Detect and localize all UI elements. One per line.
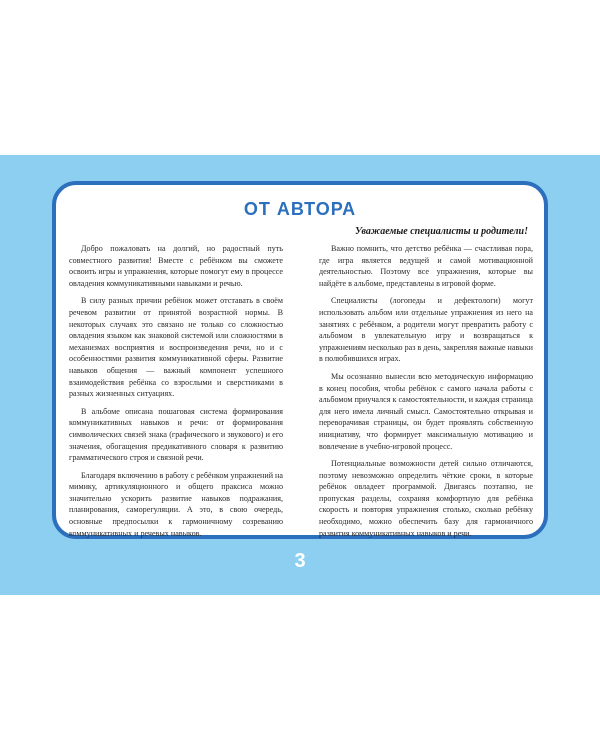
page-title: ОТ АВТОРА: [243, 199, 357, 219]
page-number: 3: [294, 550, 306, 572]
paragraph: Мы осознанно вынесли всю методическую информацию в конец пособия, чтобы ребёнок с самого начала работы с альбомом приучался к самостоятельности, и каждая страница для него имела личный смысл. Самостоятельно открывая и переворачивая страницы, он будет проявлять собственную инициативу, что формирует максимальную мотивацию и вовлечение в учебно-игровой процесс.: [319, 371, 533, 451]
author-note-card: [52, 181, 548, 539]
paragraph: Специалисты (логопеды и дефектологи) могут использовать альбом или отдельные упражнения из него на занятиях с ребёнком, а родители могут превратить работу с альбомом в увлекательную игру и возвращаться к упражнениям несколько раз в день, закрепляя важные навыки в полюбившихся играх.: [319, 296, 533, 364]
paragraph: Важно помнить, что детство ребёнка — счастливая пора, где игра является ведущей и самой мотивационной деятельностью. Поэтому все упражнения, которые вы найдёте в альбоме, представлены в игровой форме.: [319, 244, 533, 288]
left-text-column: [69, 243, 283, 545]
paragraph: В альбоме описана пошаговая система формирования коммуникативных навыков и речи: от формирования символических связей знака (графического и звукового) и его значения, обогащения предикативного словаря к развитию грамматического строя и связной речи.: [69, 406, 283, 463]
page-subtitle: Уважаемые специалисты и родители!: [355, 226, 528, 237]
right-text-column: [319, 243, 533, 545]
paragraph: Благодаря включению в работу с ребёнком упражнений на мимику, артикуляционного и общего праксиса можно значительно ускорить развитие навыков подражания, планирования, саморегуляции. А это, в свою очередь, основные предпосылки к гармоничному созреванию коммуникативных и речевых навыков.: [69, 470, 283, 538]
paragraph: Добро пожаловать на долгий, но радостный путь совместного развития! Вместе с ребёнком вы сможете освоить игры и упражнения, которые помогут ему в процессе овладения коммуникативными навыками и речью.: [69, 244, 283, 288]
paragraph: Потенциальные возможности детей сильно отличаются, поэтому невозможно определить чёткие сроки, в которые ребёнок овладеет программой. Двигаясь поэтапно, не пропуская разделы, сохраняя комфортную для ребёнка скорость и повторяя упражнения столько, сколько ребёнку необходимо, можно обеспечить базу для гармоничного развития коммуникативных навыков и речи.: [319, 459, 533, 538]
paragraph: В силу разных причин ребёнок может отставать в своём речевом развитии от принятой возрастной нормы. В некоторых случаях это связано не только со сложностью овладения языком как знаковой системой или сложностями в механизмах восприятия и воспроизведения речи, но и с особенностями развития коммуникативной сферы. Развитие навыков общения — важный компонент успешного взаимодействия ребёнка со взрослыми и сверстниками в разных жизненных ситуациях.: [69, 296, 283, 399]
